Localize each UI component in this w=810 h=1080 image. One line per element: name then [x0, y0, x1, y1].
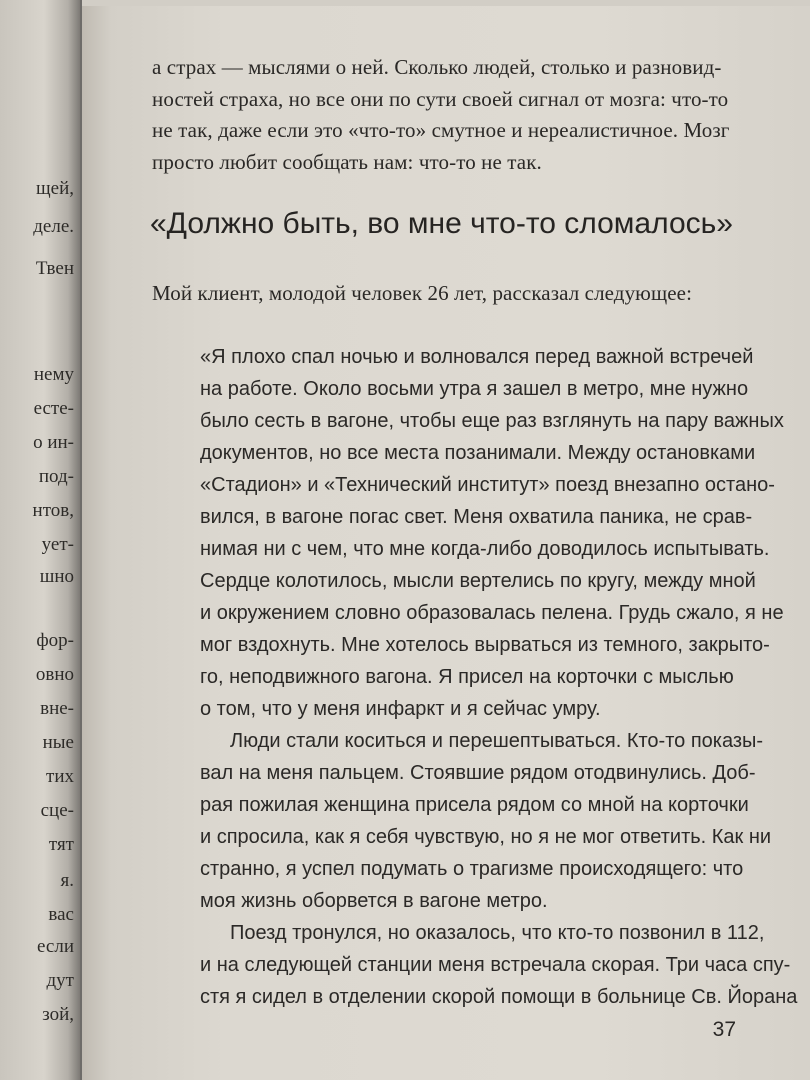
left-page-fragment: нему — [33, 364, 74, 385]
left-page-fragment: тих — [46, 766, 74, 787]
body-text-line: не так, даже если это «что-то» смутное и нереалистичное. Мозг — [152, 118, 730, 142]
page-top-edge — [82, 0, 810, 6]
quote-line: было сесть в вагоне, чтобы еще раз взглянуть на пару важных — [200, 410, 784, 432]
body-text-line: просто любит сообщать нам: что-то не так. — [152, 150, 542, 174]
quote-line: мог вздохнуть. Мне хотелось вырваться из темного, закрыто- — [200, 634, 770, 656]
quote-line: «Я плохо спал ночью и волновался перед важной встречей — [200, 346, 754, 368]
left-page-fragment: ные — [42, 732, 74, 753]
right-page — [82, 0, 810, 1080]
quote-line: стя я сидел в отделении скорой помощи в больнице Св. Йорана — [200, 986, 798, 1008]
quote-line: странно, я успел подумать о трагизме происходящего: что — [200, 858, 744, 880]
left-page-fragment: шно — [39, 566, 74, 587]
quote-line: о том, что у меня инфаркт и я сейчас умру. — [200, 698, 601, 720]
left-page-fragment: деле. — [33, 216, 74, 237]
left-page-fragment: Твен — [35, 258, 74, 279]
left-page-fragment: фор- — [36, 630, 74, 651]
left-page-fragment: нтов, — [32, 500, 74, 521]
left-page-fragment: вас — [48, 904, 74, 925]
left-page-fragment: тят — [48, 834, 74, 855]
left-page-fragment: если — [37, 936, 74, 957]
section-heading: «Должно быть, во мне что-то сломалось» — [150, 207, 733, 240]
left-page-fragment: овно — [35, 664, 74, 685]
body-text-line: ностей страха, но все они по сути своей сигнал от мозга: что-то — [152, 87, 729, 111]
quote-line: нимая ни с чем, что мне когда-либо доводилось испытывать. — [200, 538, 770, 560]
left-page-edge — [0, 0, 80, 1080]
quote-line: моя жизнь оборвется в вагоне метро. — [200, 890, 548, 912]
left-page-fragment: я. — [60, 870, 74, 891]
left-page-fragment: вне- — [40, 698, 74, 719]
quote-line: Поезд тронулся, но оказалось, что кто-то позвонил в 112, — [230, 922, 765, 944]
left-page-fragment: щей, — [36, 178, 74, 199]
quote-line: вился, в вагоне погас свет. Меня охватила паника, не срав- — [200, 506, 753, 528]
quote-line: рая пожилая женщина присела рядом со мной на корточки — [200, 794, 749, 816]
left-page-fragment: есте- — [33, 398, 74, 419]
quote-line: и окружением словно образовалась пелена. Грудь сжало, я не — [200, 602, 784, 624]
quote-line: вал на меня пальцем. Стоявшие рядом отодвинулись. Доб- — [200, 762, 756, 784]
quote-line: документов, но все места позанимали. Между остановками — [200, 442, 756, 464]
quote-line: и спросила, как я себя чувствую, но я не мог ответить. Как ни — [200, 826, 772, 848]
left-page-fragment: ует- — [41, 534, 74, 555]
left-page-fragment: зой, — [42, 1004, 74, 1025]
body-text-line: а страх — мыслями о ней. Сколько людей, столько и разновид- — [152, 55, 722, 79]
quote-line: «Стадион» и «Технический институт» поезд внезапно остано- — [200, 474, 775, 496]
quote-line: го, неподвижного вагона. Я присел на корточки с мыслью — [200, 666, 734, 688]
quote-line: и на следующей станции меня встречала скорая. Три часа спу- — [200, 954, 791, 976]
left-page-fragment: сце- — [40, 800, 74, 821]
left-page-fragment: под- — [38, 466, 74, 487]
quote-line: Люди стали коситься и перешептываться. Кто-то показы- — [230, 730, 764, 752]
page-number: 37 — [712, 1018, 736, 1041]
quote-line: Сердце колотилось, мысли вертелись по кругу, между мной — [200, 570, 756, 592]
lead-paragraph: Мой клиент, молодой человек 26 лет, рассказал следующее: — [152, 281, 693, 305]
left-page-fragment: о ин- — [33, 432, 74, 453]
quote-line: на работе. Около восьми утра я зашел в метро, мне нужно — [200, 378, 749, 400]
left-page-fragment: дут — [46, 970, 74, 991]
